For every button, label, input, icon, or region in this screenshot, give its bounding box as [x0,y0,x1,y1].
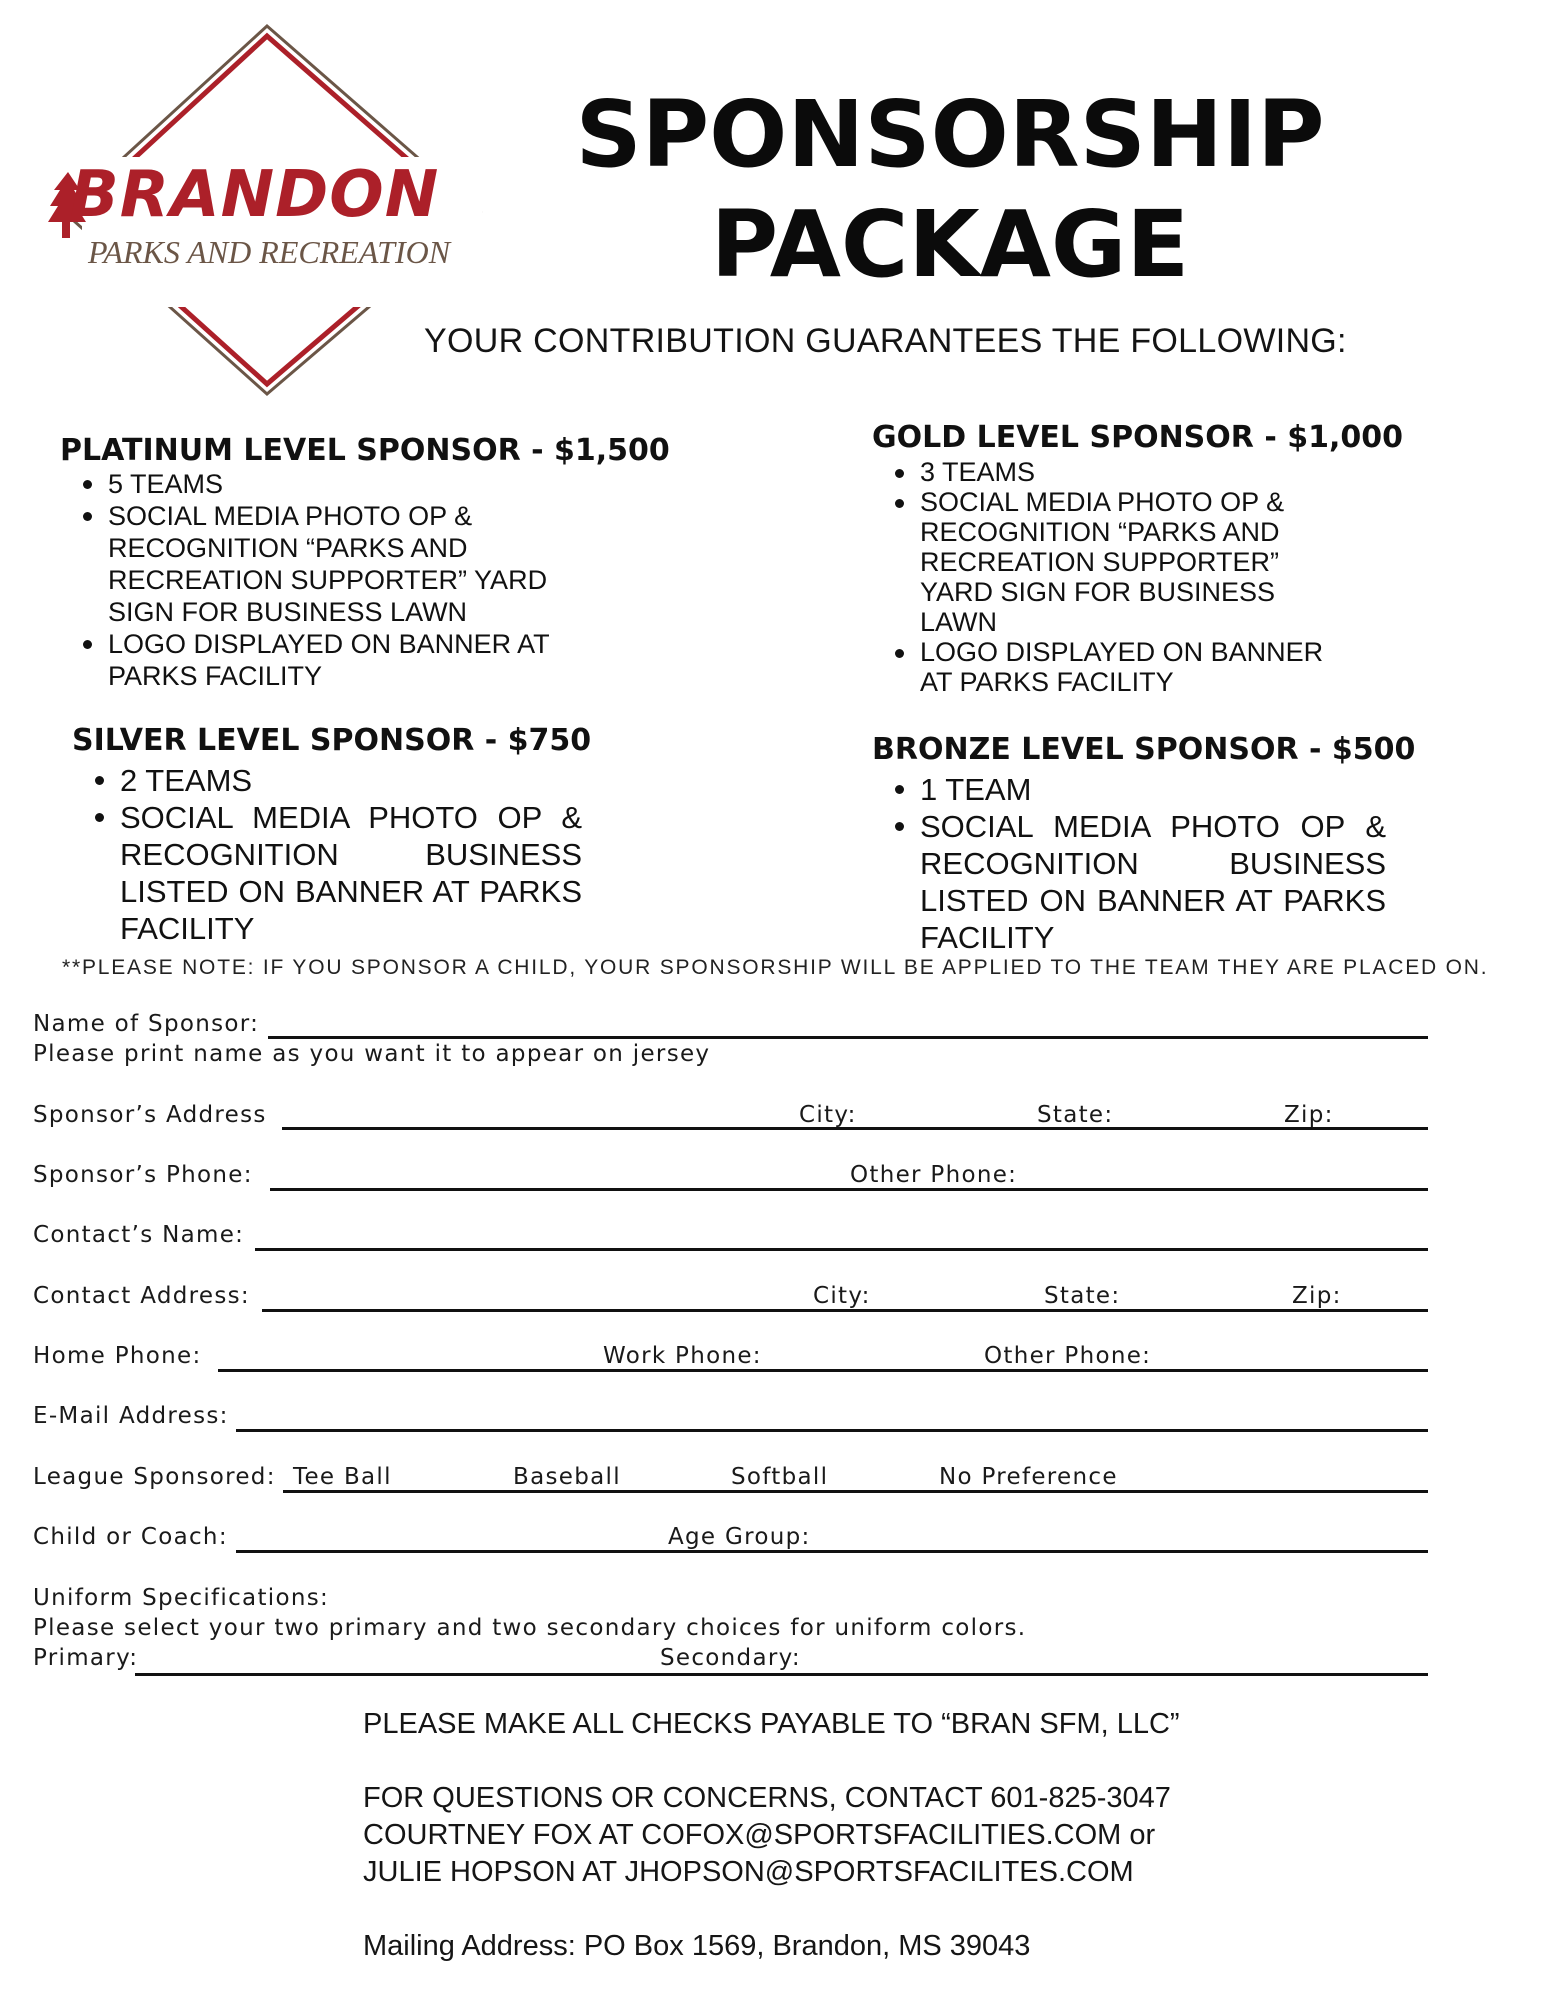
title-line-2: PACKAGE [710,191,1190,298]
silver-title: SILVER LEVEL SPONSOR - $750 [72,723,592,758]
contact-address-field[interactable] [262,1309,1428,1312]
platinum-benefits [60,468,600,692]
gold-level [872,420,1403,697]
uniform-hint: Please select your two primary and two secondary choices for uniform colors. [33,1615,1027,1641]
contact-line-3: JULIE HOPSON AT JHOPSON@SPORTSFACILITES.COM [363,1856,1134,1888]
label-email: E-Mail Address: [33,1403,229,1429]
sponsorship-note: **PLEASE NOTE: IF YOU SPONSOR A CHILD, YOUR SPONSORSHIP WILL BE APPLIED TO THE TEAM THEY ARE PLACED ON. [62,956,1489,979]
label-league: League Sponsored: [33,1464,276,1490]
label-other-phone: Other Phone: [850,1162,1018,1188]
bronze-benefits [872,771,1386,956]
platinum-level [60,433,670,692]
gold-title: GOLD LEVEL SPONSOR - $1,000 [872,420,1403,455]
benefit-item: 2 TEAMS [72,762,582,799]
label-city: City: [799,1102,857,1128]
label-contact-state: State: [1044,1283,1121,1309]
league-option-softball[interactable]: Softball [731,1464,829,1490]
checks-payable: PLEASE MAKE ALL CHECKS PAYABLE TO “BRAN SFM, LLC” [363,1708,1180,1740]
platinum-title: PLATINUM LEVEL SPONSOR - $1,500 [60,433,670,468]
home-phone-field[interactable] [218,1369,1428,1372]
benefit-item: LOGO DISPLAYED ON BANNER AT PARKS FACILITY [60,628,600,692]
label-sponsor-phone: Sponsor’s Phone: [33,1162,253,1188]
silver-benefits [72,762,582,947]
label-age-group: Age Group: [668,1524,811,1550]
bronze-title: BRONZE LEVEL SPONSOR - $500 [872,732,1416,767]
league-option-tee-ball[interactable]: Tee Ball [293,1464,392,1490]
uniform-colors-field[interactable] [135,1673,1428,1676]
label-zip: Zip: [1284,1102,1334,1128]
league-option-no-preference[interactable]: No Preference [939,1464,1118,1490]
benefit-item: 3 TEAMS [872,457,1342,487]
logo-wordmark: BRANDON [70,158,440,232]
title-line-1: SPONSORSHIP [575,81,1325,188]
label-work-phone: Work Phone: [603,1343,762,1369]
sponsor-name-field[interactable] [268,1036,1428,1039]
label-home-other-phone: Other Phone: [984,1343,1152,1369]
benefit-item: SOCIAL MEDIA PHOTO OP & RECOGNITION “PARKS AND RECREATION SUPPORTER” YARD SIGN FOR BUSINESS LAWN [872,487,1342,637]
label-secondary: Secondary: [660,1645,801,1671]
benefit-item: 5 TEAMS [60,468,600,500]
logo-tagline: PARKS AND RECREATION [88,234,451,270]
silver-level [72,723,592,947]
page-subtitle: YOUR CONTRIBUTION GUARANTEES THE FOLLOWING: [424,322,1347,360]
child-coach-field[interactable] [236,1550,1428,1553]
label-home-phone: Home Phone: [33,1343,202,1369]
label-uniform: Uniform Specifications: [33,1585,330,1611]
label-contact-city: City: [813,1283,871,1309]
gold-benefits [872,457,1342,697]
label-contact-zip: Zip: [1292,1283,1342,1309]
contact-name-field[interactable] [255,1248,1428,1251]
benefit-item: 1 TEAM [872,771,1386,808]
bronze-level [872,732,1416,956]
league-field[interactable] [283,1490,1428,1493]
benefit-item: SOCIAL MEDIA PHOTO OP & RECOGNITION BUSINESS LISTED ON BANNER AT PARKS FACILITY [72,799,582,947]
label-contact-name: Contact’s Name: [33,1222,245,1248]
benefit-item: SOCIAL MEDIA PHOTO OP & RECOGNITION “PARKS AND RECREATION SUPPORTER” YARD SIGN FOR BUSINESS LAWN [60,500,600,628]
contact-line-2: COURTNEY FOX AT COFOX@SPORTSFACILITIES.COM or [363,1819,1156,1851]
contact-line-1: FOR QUESTIONS OR CONCERNS, CONTACT 601-825-3047 [363,1782,1171,1814]
label-contact-address: Contact Address: [33,1283,250,1309]
label-child-coach: Child or Coach: [33,1524,228,1550]
label-state: State: [1037,1102,1114,1128]
page-title [520,80,1380,300]
label-primary: Primary: [33,1645,139,1671]
benefit-item: SOCIAL MEDIA PHOTO OP & RECOGNITION BUSINESS LISTED ON BANNER AT PARKS FACILITY [872,808,1386,956]
email-field[interactable] [236,1429,1428,1432]
label-sponsor-address: Sponsor’s Address [33,1102,267,1128]
sponsor-phone-field[interactable] [270,1188,1428,1191]
sponsor-name-hint: Please print name as you want it to appear on jersey [33,1041,711,1067]
mailing-address: Mailing Address: PO Box 1569, Brandon, MS 39043 [363,1930,1031,1962]
benefit-item: LOGO DISPLAYED ON BANNER AT PARKS FACILITY [872,637,1342,697]
label-sponsor-name: Name of Sponsor: [33,1011,260,1037]
league-option-baseball[interactable]: Baseball [513,1464,621,1490]
